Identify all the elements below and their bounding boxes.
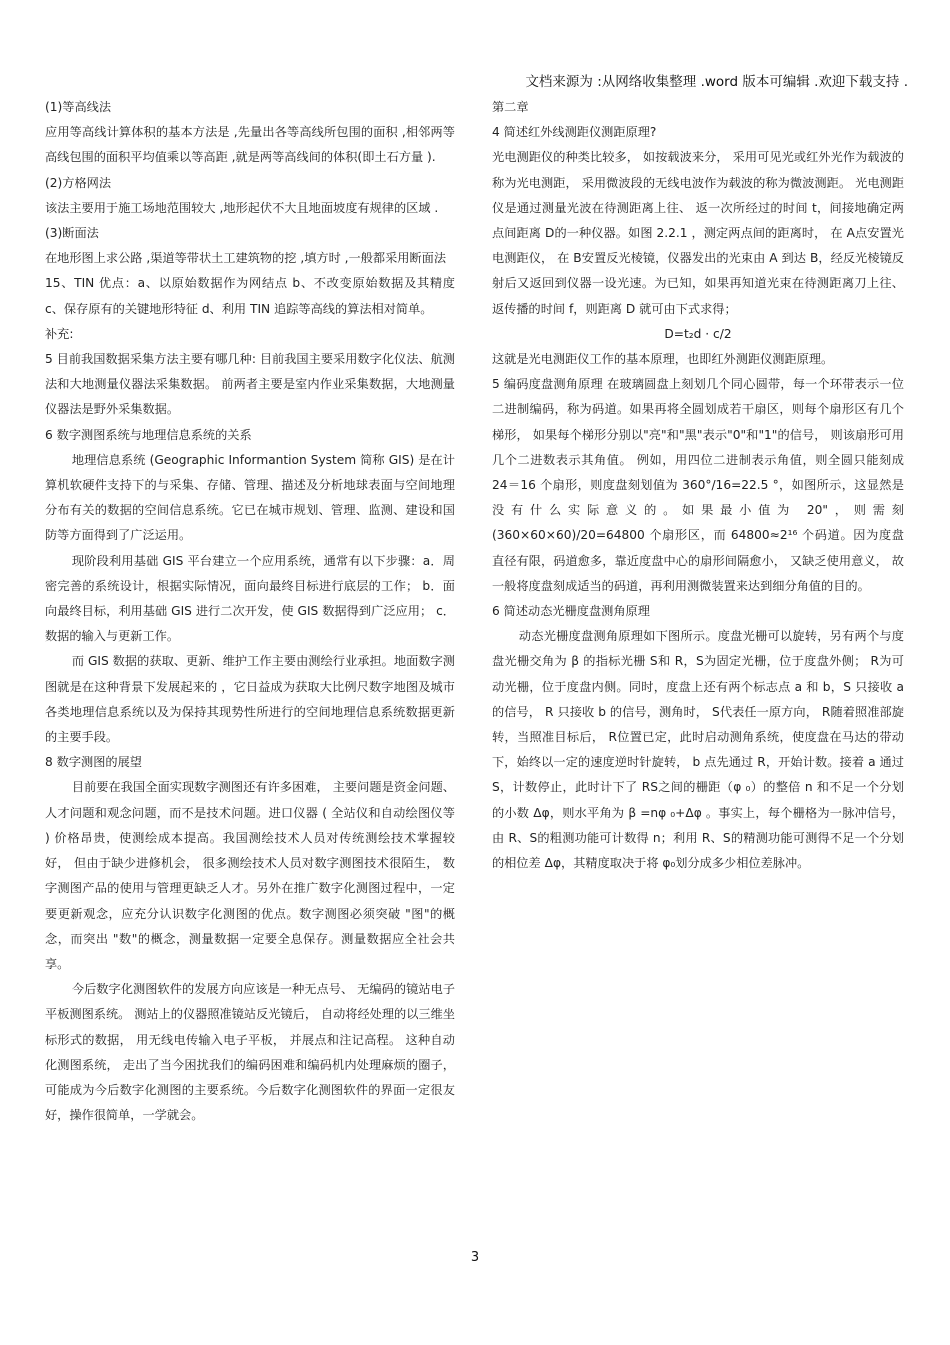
paragraph-gis-steps: 现阶段利用基础 GIS 平台建立一个应用系统，通常有以下步骤：a．周密完善的系统设计，根据实际情况，面向最终目标进行底层的工作； b．面向最终目标，利用基础 GIS 进行二次开发，使 GIS 数据得到广泛应用； c．数据的输入与更新工作。 <box>45 553 455 644</box>
paragraph-gis-definition: 地理信息系统 (Geographic Informantion System 简称 GIS) 是在计算机软硬件支持下的与采集、存储、管理、描述及分析地球表面与空间地理分布有关的数据的空间信息系统。它已在城市规划、管理、监测、建设和国防等方面得到了广泛运用。 <box>45 452 455 543</box>
paragraph-outlook-problems: 目前要在我国全面实现数字测图还有许多困难， 主要问题是资金问题、人才问题和观念问题，而不是技术问题。进口仪器 ( 全站仪和自动绘图仪等 ) 价格昂贵，使测绘成本提高。我国测绘技术人员对传统测绘技术掌握较好， 但由于缺少进修机会， 很多测绘技术人员对数字测图技术很陌生， 数字测图产品的使用与管理更缺乏人才。另外在推广数字化测图过程中，一定要更新观念，应充分认识数字化测图的优点。数字测图必须突破 "图"的概念，而突出 "数"的概念，测量数据一定要全息保存。测量数据应全社会共享。 <box>45 780 455 971</box>
paragraph-section-method: 在地形图上求公路 ,渠道等带状土工建筑物的挖 ,填方时 ,一般都采用断面法 <box>45 251 447 266</box>
paragraph-infrared-rangefinder: 光电测距仪的种类比较多， 如按载波来分， 采用可见光或红外光作为载波的称为光电测距， 采用微波段的无线电波作为载波的称为微波测距。 光电测距仪是通过测量光波在待测距离上往、 返一次所经过的时间 t，间接地确定两点间距离 D的一种仪器。如图 2.2.1 ，测定两点间的距离时， 在 A点安置光电测距仪， 在 B安置反光棱镜，仪器发出的光束由 A 到达 B，经反光棱镜反射后又返回到仪器一设光速。为已知，如果再知道光束在待测距离刀上往、返传播的时间 f，则距离 D 就可由下式求得； <box>492 150 904 316</box>
right-column <box>492 95 904 876</box>
heading-grid-method: (2)方格网法 <box>45 175 112 190</box>
paragraph-tin-advantages: 15、TIN 优点：a、以原始数据作为网结点 b、不改变原始数据及其精度 c、保存原有的关键地形特征 d、利用 TIN 追踪等高线的算法相对简单。 <box>45 276 455 316</box>
heading-contour-method: (1)等高线法 <box>45 100 112 114</box>
paragraph-grid-method: 该法主要用于施工场地范围较大 ,地形起伏不大且地面坡度有规律的区域 . <box>45 200 439 215</box>
heading-supplement: 补充: <box>45 326 74 341</box>
heading-section-method: (3)断面法 <box>45 226 99 241</box>
paragraph-contour-method: 应用等高线计算体积的基本方法是 ,先量出各等高线所包围的面积 ,相邻两等高线包围的面积平均值乘以等高距 ,就是两等高线间的体积(即土石方量 ). <box>45 125 455 165</box>
paragraph-rangefinder-principle: 这就是光电测距仪工作的基本原理，也即红外测距仪测距原理。 <box>492 352 834 367</box>
heading-dynamic-grating: 6 简述动态光栅度盘测角原理 <box>492 604 650 619</box>
heading-infrared-rangefinder: 4 简述红外线测距仪测距原理? <box>492 125 657 140</box>
source-note-header: 文档来源为 :从网络收集整理 .word 版本可编辑 .欢迎下载支持 . <box>525 74 908 90</box>
heading-chapter-two: 第二章 <box>492 100 529 114</box>
distance-formula: D=t₂d · c/2 <box>664 326 732 341</box>
heading-gis-relation: 6 数字测图系统与地理信息系统的关系 <box>45 427 252 442</box>
paragraph-dynamic-grating: 动态光栅度盘测角原理如下图所示。度盘光栅可以旋转，另有两个与度盘光栅交角为 β 的指标光栅 S和 R，S为固定光栅，位于度盘外侧； R为可动光栅，位于度盘内侧。同时，度盘上还有两个标志点 a 和 b，S 只接收 a的信号， R 只接收 b 的信号，测角时， S代表任一原方向， R随着照准部旋转，当照准目标后， R位置已定，此时启动测角系统，使度盘在马达的带动下，始终以一定的速度逆时针旋转， b 点先通过 R，开始计数。接着 a 通过 S，计数停止，此时计下了 RS之间的栅距（φ ₀）的整倍 n 和不足一个分划的小数 Δφ，则水平角为 β =nφ ₀+Δφ 。事实上，每个栅格为一脉冲信号，由 R、S的粗测功能可计数得 n；利用 R、S的精测功能可测得不足一个分划的相位差 Δφ，其精度取决于将 φ₀划分成多少相位差脉冲。 <box>492 629 904 871</box>
paragraph-encoder-disk: 5 编码度盘测角原理 在玻璃圆盘上刻划几个同心圆带，每一个环带表示一位二进制编码，称为码道。如果再将全圆划成若干扇区，则每个扇形区有几个梯形， 如果每个梯形分别以"亮"和"黑"表示"0"和"1"的信号， 则该扇形可用几个二进数表示其角值。 例如，用四位二进制表示角值，则全圆只能刻成 24＝16 个扇形，则度盘刻划值为 360°/16=22.5 °，如图所示，这显然是没有什么实际意义的。如果最小值为 20"，则需刻 (360×60×60)/20=64800 个扇形区，而 64800≈2¹⁶ 个码道。因为度盘直径有限，码道愈多，靠近度盘中心的扇形间隔愈小， 又缺乏使用意义， 故一般将度盘刻成适当的码道，再利用测微装置来达到细分角值的目的。 <box>492 377 904 593</box>
left-column <box>45 95 455 1128</box>
paragraph-outlook-future: 今后数字化测图软件的发展方向应该是一种无点号、 无编码的镜站电子平板测图系统。 测站上的仪器照准镜站反光镜后， 自动将经处理的以三维坐标形式的数据， 用无线电传输入电子平板， 并展点和注记高程。 这种自动化测图系统， 走出了当今困扰我们的编码困难和编码机内处理麻烦的圈子， 可能成为今后数字化测图的主要系统。今后数字化测图软件的界面一定很友好，操作很简单，一学就会。 <box>45 982 455 1123</box>
page-number: 3 <box>470 1250 480 1265</box>
paragraph-gis-data: 而 GIS 数据的获取、更新、维护工作主要由测绘行业承担。地面数字测图就是在这种背景下发展起来的 ，它日益成为获取大比例尺数字地图及城市各类地理信息系统以及为保持其现势性所进行的空间地理信息系统数据更新的主要手段。 <box>45 654 455 745</box>
paragraph-data-collection: 5 目前我国数据采集方法主要有哪几种: 目前我国主要采用数字化仪法、航测法和大地测量仪器法采集数据。 前两者主要是室内作业采集数据，大地测量仪器法是野外采集数据。 <box>45 352 455 417</box>
heading-outlook: 8 数字测图的展望 <box>45 755 142 770</box>
